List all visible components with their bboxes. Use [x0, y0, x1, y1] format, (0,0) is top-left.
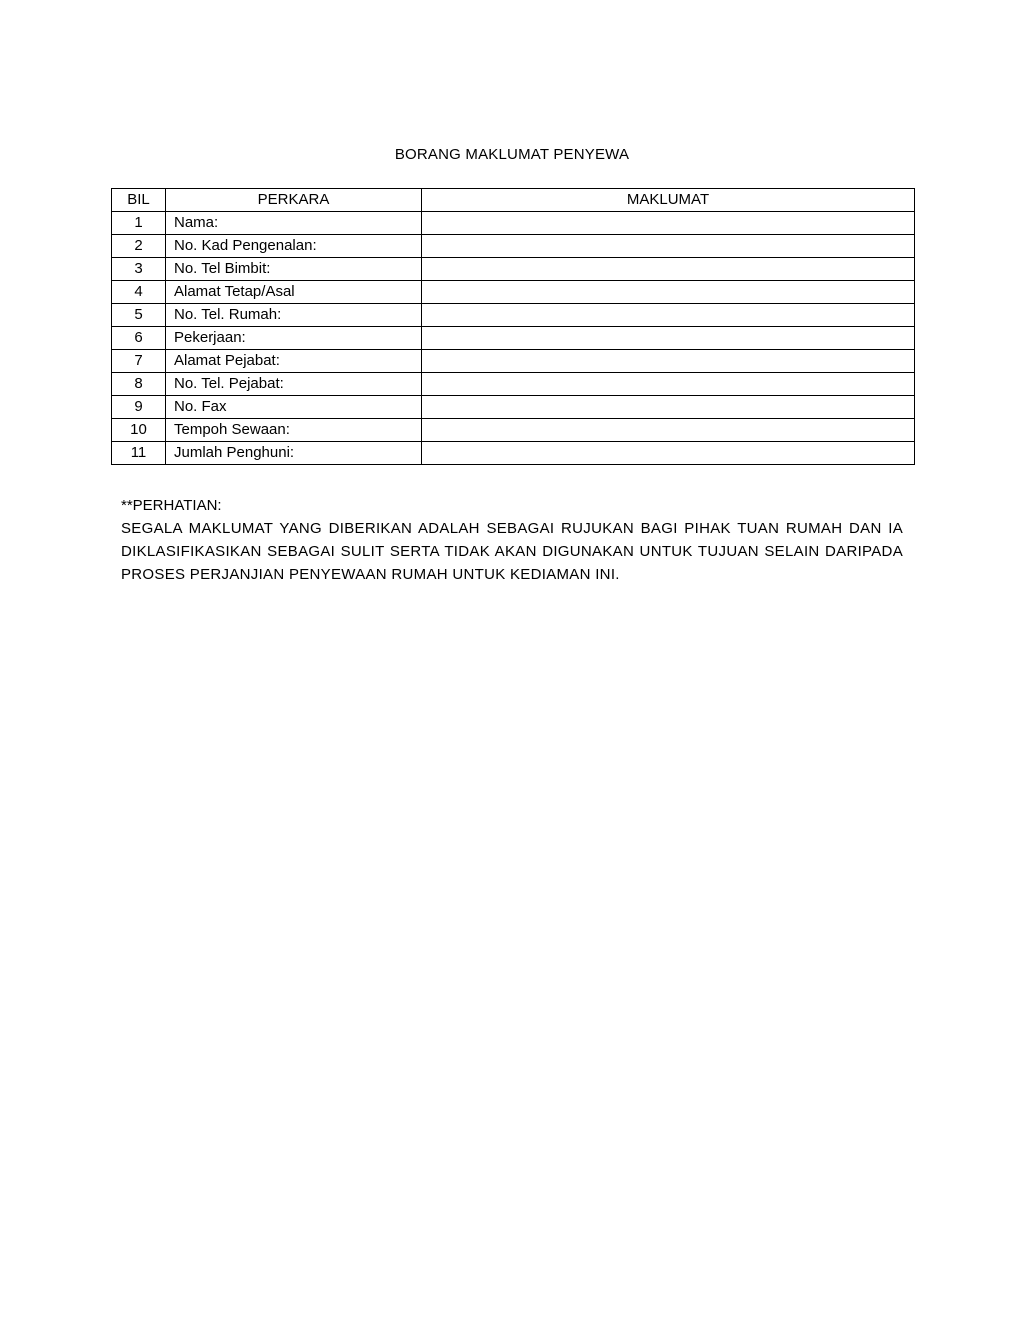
row-label: Alamat Pejabat: — [166, 350, 422, 373]
table-row — [112, 212, 915, 235]
row-value-field[interactable] — [422, 419, 915, 442]
notice-section — [121, 494, 903, 586]
header-bil: BIL — [112, 189, 166, 212]
row-number: 3 — [112, 258, 166, 281]
row-label: Jumlah Penghuni: — [166, 442, 422, 465]
table-row — [112, 350, 915, 373]
row-label: No. Kad Pengenalan: — [166, 235, 422, 258]
row-number: 11 — [112, 442, 166, 465]
table-row — [112, 304, 915, 327]
row-value-field[interactable] — [422, 327, 915, 350]
row-value-field[interactable] — [422, 373, 915, 396]
document-title: BORANG MAKLUMAT PENYEWA — [394, 146, 630, 163]
notice-body: SEGALA MAKLUMAT YANG DIBERIKAN ADALAH SEBAGAI RUJUKAN BAGI PIHAK TUAN RUMAH DAN IA DIKLASIFIKASIKAN SEBAGAI SULIT SERTA TIDAK AKAN DIGUNAKAN UNTUK TUJUAN SELAIN DARIPADA PROSES PERJANJIAN PENYEWAAN RUMAH UNTUK KEDIAMAN INI. — [121, 520, 903, 583]
row-label: No. Tel Bimbit: — [166, 258, 422, 281]
row-label: No. Fax — [166, 396, 422, 419]
row-label: Nama: — [166, 212, 422, 235]
table-row — [112, 442, 915, 465]
row-value-field[interactable] — [422, 350, 915, 373]
row-number: 4 — [112, 281, 166, 304]
table-row — [112, 258, 915, 281]
table-header-row — [112, 189, 915, 212]
row-value-field[interactable] — [422, 442, 915, 465]
row-value-field[interactable] — [422, 396, 915, 419]
table-row — [112, 396, 915, 419]
row-number: 2 — [112, 235, 166, 258]
row-label: No. Tel. Pejabat: — [166, 373, 422, 396]
header-maklumat: MAKLUMAT — [422, 189, 915, 212]
row-value-field[interactable] — [422, 281, 915, 304]
header-perkara: PERKARA — [166, 189, 422, 212]
row-value-field[interactable] — [422, 235, 915, 258]
row-label: Alamat Tetap/Asal — [166, 281, 422, 304]
row-number: 8 — [112, 373, 166, 396]
notice-heading: **PERHATIAN: — [121, 497, 222, 514]
row-label: Pekerjaan: — [166, 327, 422, 350]
row-value-field[interactable] — [422, 212, 915, 235]
row-number: 1 — [112, 212, 166, 235]
row-number: 7 — [112, 350, 166, 373]
tenant-info-table — [111, 188, 915, 465]
row-number: 10 — [112, 419, 166, 442]
row-value-field[interactable] — [422, 258, 915, 281]
table-row — [112, 235, 915, 258]
table-row — [112, 327, 915, 350]
row-number: 6 — [112, 327, 166, 350]
row-label: No. Tel. Rumah: — [166, 304, 422, 327]
row-value-field[interactable] — [422, 304, 915, 327]
table-row — [112, 419, 915, 442]
table-row — [112, 373, 915, 396]
row-number: 9 — [112, 396, 166, 419]
row-number: 5 — [112, 304, 166, 327]
row-label: Tempoh Sewaan: — [166, 419, 422, 442]
table-row — [112, 281, 915, 304]
